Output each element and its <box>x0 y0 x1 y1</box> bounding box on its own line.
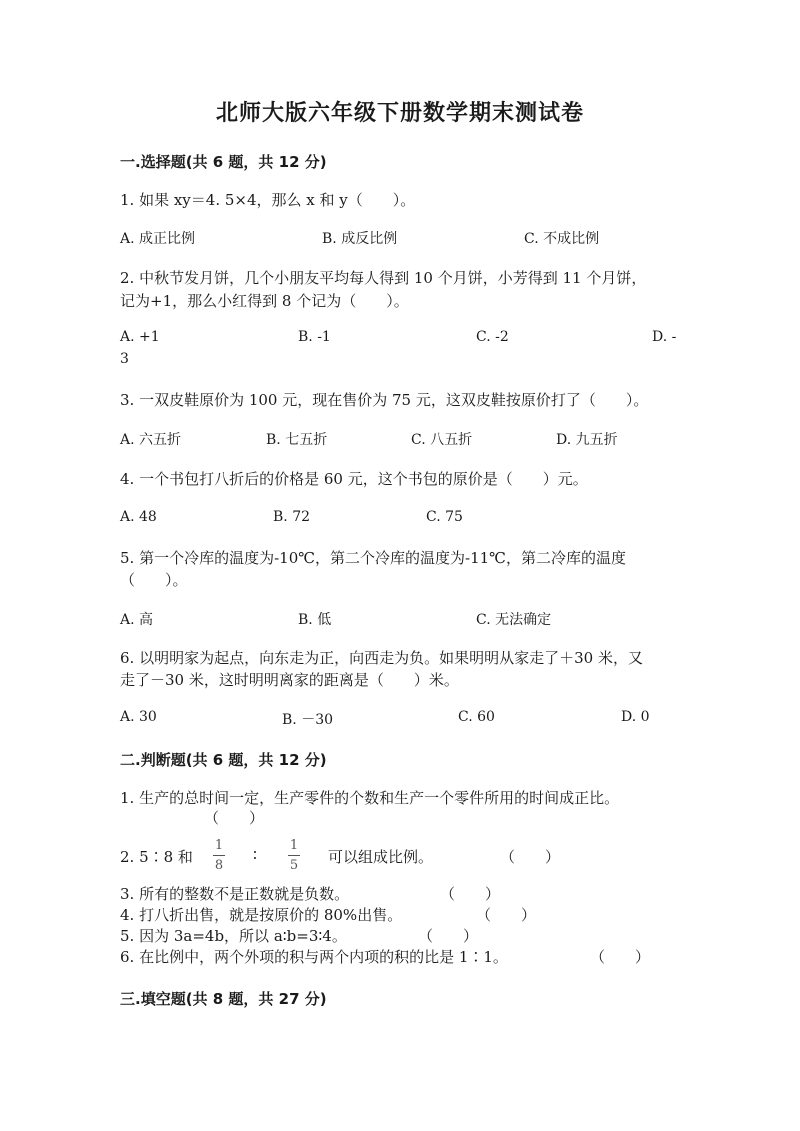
section-heading-judge: 二.判断题(共 6 题，共 12 分) <box>120 751 327 769</box>
fraction-bar <box>288 855 300 856</box>
question-text: 4. 打八折出售，就是按原价的 80%出售。 <box>120 906 403 924</box>
option-b: B. 成反比例 <box>322 231 398 247</box>
option-b: B. -1 <box>298 329 331 345</box>
option-a: A. 六五折 <box>120 432 182 448</box>
option-c: C. 60 <box>458 709 495 725</box>
fraction-numerator: 1 <box>214 838 224 853</box>
section-heading-fill: 三.填空题(共 8 题，共 27 分) <box>120 990 327 1008</box>
answer-paren: （ ） <box>500 848 561 866</box>
option-a: A. +1 <box>120 329 160 345</box>
fraction-one-eighth <box>213 838 225 873</box>
page-title: 北师大版六年级下册数学期末测试卷 <box>215 100 584 126</box>
question-text: 3. 所有的整数不是正数就是负数。 <box>120 885 350 903</box>
answer-paren: （ ） <box>440 885 501 903</box>
option-a: A. 高 <box>120 612 154 628</box>
question-text: 5. 第一个冷库的温度为-10℃，第二个冷库的温度为-11℃，第二冷库的温度 <box>120 549 626 567</box>
option-c: C. 八五折 <box>411 432 473 448</box>
answer-paren: （ ） <box>418 927 479 945</box>
question-text-cont: （ ）。 <box>120 571 188 589</box>
question-text-cont: 记为+1，那么小红得到 8 个记为（ ）。 <box>120 292 409 310</box>
question-text: 2. 中秋节发月饼，几个小朋友平均每人得到 10 个月饼，小芳得到 11 个月饼， <box>120 269 647 287</box>
option-d: D. - <box>652 329 677 345</box>
fraction-bar <box>213 855 225 856</box>
question-text: 6. 在比例中，两个外项的积与两个内项的积的比是 1∶1。 <box>120 948 508 966</box>
question-text-cont: 走了－30 米，这时明明离家的距离是（ ）米。 <box>120 671 459 689</box>
option-d: D. 九五折 <box>556 432 618 448</box>
section-heading-choice: 一.选择题(共 6 题，共 12 分) <box>120 153 327 171</box>
question-text: 1. 生产的总时间一定，生产零件的个数和生产一个零件所用的时间成正比。 <box>120 789 620 807</box>
option-a: A. 30 <box>120 709 157 725</box>
answer-paren: （ ） <box>204 809 265 827</box>
question-text: 3. 一双皮鞋原价为 100 元，现在售价为 75 元，这双皮鞋按原价打了（ ）。 <box>120 391 649 409</box>
fraction-one-fifth <box>288 838 300 873</box>
option-c: C. 不成比例 <box>524 231 600 247</box>
option-d-wrap: 3 <box>120 351 129 367</box>
option-c: C. -2 <box>476 329 509 345</box>
answer-paren: （ ） <box>590 948 651 966</box>
option-b: B. 72 <box>273 509 311 525</box>
option-c: C. 无法确定 <box>476 612 552 628</box>
fraction-numerator: 1 <box>289 838 299 853</box>
option-b: B. －30 <box>282 712 334 728</box>
fraction-denominator: 8 <box>214 858 224 873</box>
option-d: D. 0 <box>621 709 650 725</box>
option-b: B. 七五折 <box>266 432 328 448</box>
option-b: B. 低 <box>298 612 332 628</box>
answer-paren: （ ） <box>476 906 537 924</box>
ratio-colon: ∶ <box>253 846 257 864</box>
option-a: A. 成正比例 <box>120 231 196 247</box>
question-text: 4. 一个书包打八折后的价格是 60 元，这个书包的原价是（ ）元。 <box>120 470 588 488</box>
question-text: 2. 5∶8 和 <box>120 848 193 866</box>
question-text-cont: 可以组成比例。 <box>328 848 434 866</box>
fraction-denominator: 5 <box>289 858 299 873</box>
option-a: A. 48 <box>120 509 157 525</box>
question-text: 5. 因为 3a=4b，所以 a∶b=3∶4。 <box>120 927 347 945</box>
question-text: 1. 如果 xy＝4. 5×4，那么 x 和 y（ ）。 <box>120 191 416 209</box>
question-text: 6. 以明明家为起点，向东走为正，向西走为负。如果明明从家走了＋30 米，又 <box>120 649 643 667</box>
option-c: C. 75 <box>426 509 463 525</box>
